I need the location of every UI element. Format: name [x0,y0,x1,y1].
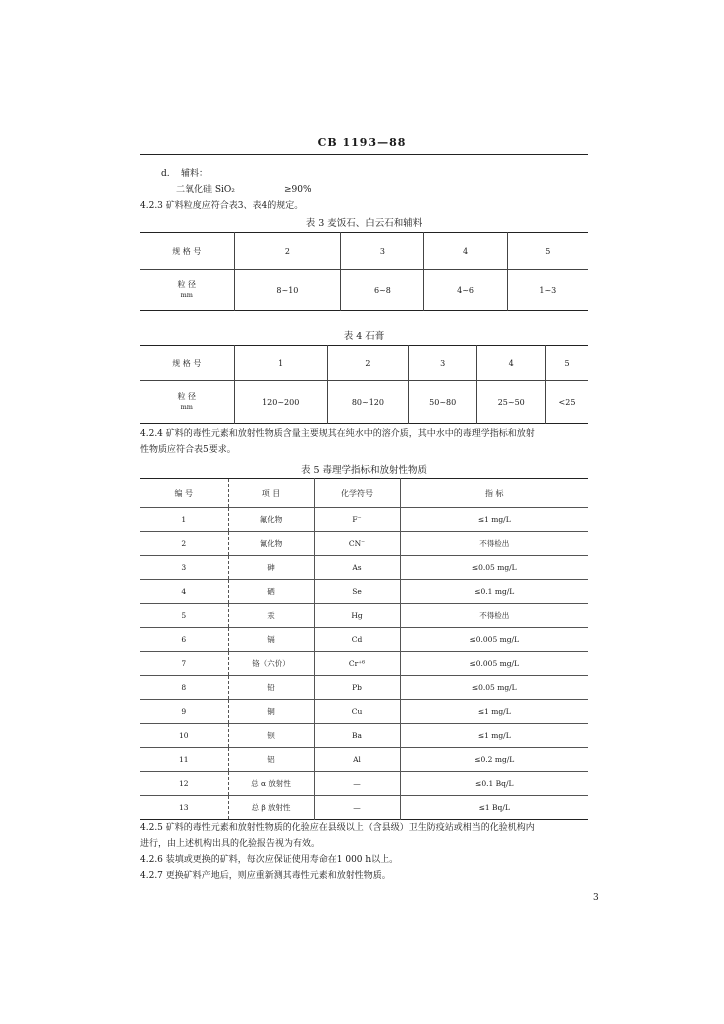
table5-row [140,604,588,628]
clause-4-2-4-line1: 4.2.4 矿料的毒性元素和放射性物质含量主要规其在纯水中的溶介质，其中水中的毒理学指标和放射 [140,429,535,439]
unit-label: mm [180,403,193,411]
table5-cell: ≤0.005 mg/L [400,652,588,676]
table5-header-cell: 化学符号 [314,479,400,508]
table5-cell: Se [314,580,400,604]
table3-cell: 4~6 [424,270,507,311]
table4-row-label [140,381,234,424]
table3-caption: 表 3 麦饭石、白云石和辅料 [305,218,423,229]
table5-header-cell: 项 目 [228,479,314,508]
table5-cell: CN⁻ [314,532,400,556]
table3-cell: 1~3 [507,270,588,311]
table3-row-label [140,270,234,311]
table4-row-label: 规 格 号 [140,346,234,381]
size-label: 粒 径 [177,392,197,401]
page-number: 3 [593,893,599,903]
sio2-name: 二氧化硅 SiO₂ [176,185,235,195]
table4-cell: 3 [408,346,477,381]
table5-cell: 不得检出 [400,532,588,556]
table4-row-size [140,381,588,424]
table5-cell: 12 [140,772,228,796]
size-label: 粒 径 [177,280,197,289]
table5-cell: 氰化物 [228,532,314,556]
table5-cell: 砷 [228,556,314,580]
table5-header-row [140,479,588,508]
table5-cell: ≤0.2 mg/L [400,748,588,772]
table4-cell: 120~200 [234,381,327,424]
clause-4-2-5-line1: 4.2.5 矿料的毒性元素和放射性物质的化验应在县级以上（含县级）卫生防疫站或相当的化验机构内 [140,823,535,833]
table3-row-spec [140,233,588,270]
table4-cell: 5 [546,346,589,381]
table5-cell: 镉 [228,628,314,652]
table5-cell: 6 [140,628,228,652]
table5-cell: Ba [314,724,400,748]
table5-cell: Pb [314,676,400,700]
table5-cell: 汞 [228,604,314,628]
table4-cell: 2 [327,346,408,381]
table3 [140,232,588,311]
table5-row [140,748,588,772]
table5-row [140,532,588,556]
table5-cell: ≤0.1 mg/L [400,580,588,604]
table3-cell: 8~10 [234,270,341,311]
table5-caption: 表 5 毒理学指标和放射性物质 [300,465,428,476]
table5-cell: 总 β 放射性 [228,796,314,820]
table5-cell: ≤0.005 mg/L [400,628,588,652]
sio2-value: ≥90% [284,185,312,195]
table5-cell: Cr⁺⁶ [314,652,400,676]
table5-cell: F⁻ [314,508,400,532]
table4-cell: 4 [477,346,546,381]
table4-cell: <25 [546,381,589,424]
table5-cell: 13 [178,803,189,812]
table5-cell: 铝 [228,748,314,772]
table5-cell: 1 [140,508,228,532]
table5-row [140,508,588,532]
table5-cell: Hg [314,604,400,628]
table5 [140,478,588,820]
table3-row-label: 规 格 号 [140,233,234,270]
table5-cell: ≤1 mg/L [400,508,588,532]
table5-row [140,580,588,604]
table5-cell: 硒 [228,580,314,604]
table5-cell: 8 [140,676,228,700]
table5-cell: ≤0.05 mg/L [400,556,588,580]
table5-cell: Al [314,748,400,772]
table4 [140,345,588,424]
table5-row [140,676,588,700]
table5-cell: 总 α 放射性 [228,772,314,796]
unit-label: mm [180,291,193,299]
table5-cell: 氟化物 [228,508,314,532]
table5-cell: 9 [140,700,228,724]
table5-row [140,796,588,820]
table5-cell: ≤1 mg/L [400,700,588,724]
table5-cell: 11 [140,748,228,772]
table5-cell: Cu [314,700,400,724]
clause-4-2-5-line2: 进行，由上述机构出具的化验报告视为有效。 [140,839,321,849]
table5-row [140,724,588,748]
table5-cell: 3 [140,556,228,580]
table5-cell: ≤1 mg/L [400,724,588,748]
table5-cell: As [314,556,400,580]
table5-cell: 铜 [228,700,314,724]
item-d-text: 辅料： [181,169,209,179]
table5-cell: Cd [314,628,400,652]
table5-cell: — [314,796,400,820]
clause-4-2-7: 4.2.7 更换矿料产地后，则应重新测其毒性元素和放射性物质。 [140,871,391,881]
table5-cell: 铬（六价） [228,652,314,676]
table5-cell: 5 [140,604,228,628]
table5-cell: ≤0.1 Bq/L [400,772,588,796]
table5-row [140,772,588,796]
table4-cell: 80~120 [327,381,408,424]
clause-4-2-6: 4.2.6 装填或更换的矿料，每次应保证使用寿命在1 000 h以上。 [140,855,399,865]
table4-cell: 1 [234,346,327,381]
table5-cell: 不得检出 [400,604,588,628]
table5-header-cell: 编 号 [140,479,228,508]
table3-cell: 5 [507,233,588,270]
table5-row [140,700,588,724]
table5-row [140,628,588,652]
table4-cell: 25~50 [477,381,546,424]
table5-cell: 铅 [228,676,314,700]
header-rule [140,154,588,155]
table5-cell: 钡 [228,724,314,748]
table4-cell: 50~80 [408,381,477,424]
table5-cell: 10 [140,724,228,748]
table4-caption: 表 4 石膏 [343,331,385,342]
clause-4-2-3: 4.2.3 矿料粒度应符合表3、表4的规定。 [140,201,304,211]
table5-cell: — [314,772,400,796]
table3-cell: 2 [234,233,341,270]
table5-row [140,652,588,676]
table3-cell: 3 [341,233,424,270]
table5-cell: 2 [140,532,228,556]
table3-row-size [140,270,588,311]
clause-4-2-4-line2: 性物质应符合表5要求。 [140,445,236,455]
table5-cell: 4 [140,580,228,604]
table5-row [140,556,588,580]
table3-cell: 4 [424,233,507,270]
standard-code-header: CB 1193—88 [317,136,407,149]
table5-header-cell: 指 标 [400,479,588,508]
table5-cell: 7 [140,652,228,676]
table5-cell: ≤1 Bq/L [400,796,588,820]
table4-row-spec [140,346,588,381]
table5-cell: ≤0.05 mg/L [400,676,588,700]
table3-cell: 6~8 [341,270,424,311]
item-d-label: d. [161,169,170,179]
